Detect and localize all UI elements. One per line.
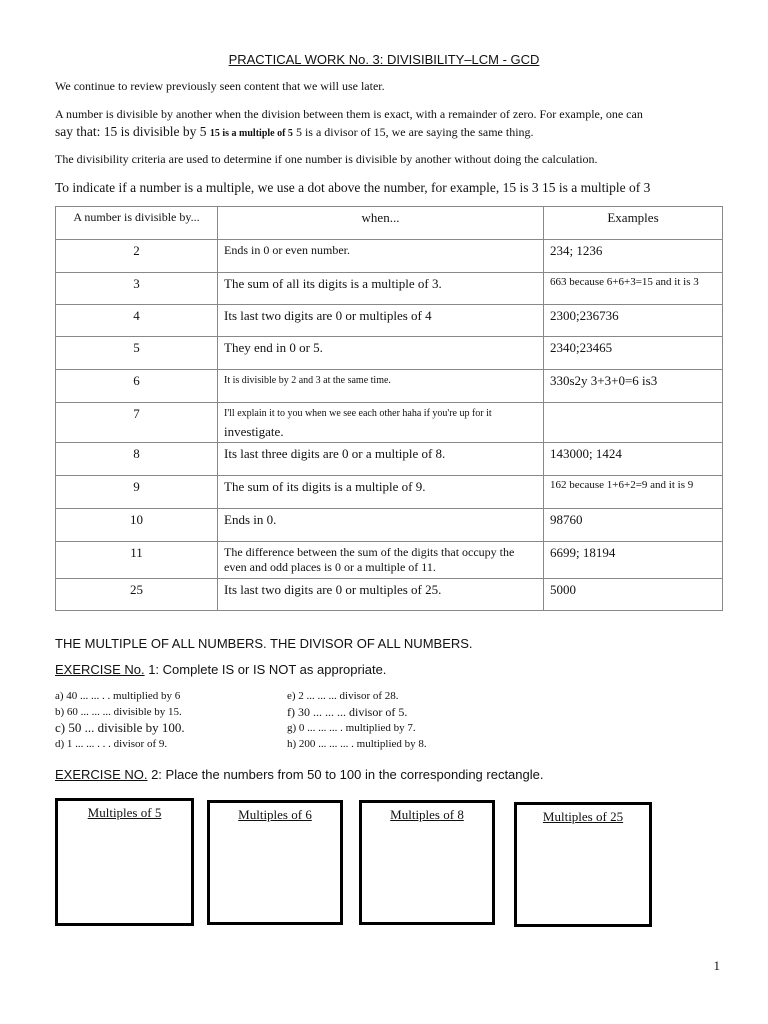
table-cell-example: 143000; 1424: [544, 443, 723, 476]
table-header: A number is divisible by...: [56, 207, 218, 240]
table-cell-divisor: 8: [56, 443, 218, 476]
intro-paragraph-2: [55, 107, 735, 141]
exercise-1-right-column: [287, 688, 517, 752]
page-title: PRACTICAL WORK No. 3: DIVISIBILITY–LCM - GCD: [228, 52, 540, 67]
table-row: [56, 443, 723, 476]
table-cell-divisor: 5: [56, 337, 218, 370]
table-cell-condition: They end in 0 or 5.: [218, 337, 544, 370]
page-number: 1: [713, 958, 720, 973]
table-cell-example: [544, 403, 723, 443]
exercise-1-heading: [55, 662, 386, 677]
answer-box-label: Multiples of 6: [238, 807, 312, 822]
condition-line: investigate.: [224, 424, 284, 439]
table-cell-example: 5000: [544, 579, 723, 611]
table-cell-divisor: 7: [56, 403, 218, 443]
table-cell-condition: Its last two digits are 0 or multiples of 25.: [218, 579, 544, 611]
table-cell-example: 162 because 1+6+2=9 and it is 9: [544, 476, 723, 509]
exercise-item: d) 1 ... ... . . . divisor of 9.: [55, 738, 168, 750]
answer-box-label: Multiples of 5: [87, 805, 162, 820]
table-cell-divisor: 11: [56, 542, 218, 579]
intro-bold-text: 15 is a multiple of 5: [209, 128, 293, 139]
table-cell-divisor: 9: [56, 476, 218, 509]
table-cell-condition: Its last two digits are 0 or multiples of 4: [218, 305, 544, 337]
answer-box-multiples-of-25[interactable]: [514, 802, 652, 927]
table-cell-divisor: 4: [56, 305, 218, 337]
table-cell-condition: The sum of its digits is a multiple of 9.: [218, 476, 544, 509]
intro-text: 5 is a divisor of 15, we are saying the same thing.: [292, 125, 534, 139]
table-row: [56, 476, 723, 509]
table-cell-divisor: 3: [56, 273, 218, 305]
exercise-item: h) 200 ... ... ... . multiplied by 8.: [287, 738, 427, 750]
table-cell-condition: The sum of all its digits is a multiple of 3.: [218, 273, 544, 305]
exercise-1-text: 1: Complete IS or IS NOT as appropriate.: [144, 662, 387, 677]
divisibility-criteria-table: [55, 206, 723, 611]
table-cell-example: 330s2y 3+3+0=6 is3: [544, 370, 723, 403]
table-cell-example: 6699; 18194: [544, 542, 723, 579]
exercise-1-left-column: [55, 688, 285, 752]
exercise-item: a) 40 ... ... . . multiplied by 6: [55, 690, 181, 702]
table-cell-divisor: 6: [56, 370, 218, 403]
table-header-row: [56, 207, 723, 240]
table-row: [56, 337, 723, 370]
table-cell-condition: It is divisible by 2 and 3 at the same time.: [218, 370, 544, 403]
intro-paragraph-2-line-1: A number is divisible by another when the division between them is exact, with a remainder of zero. For example, one can: [55, 107, 643, 121]
table-cell-example: 2300;236736: [544, 305, 723, 337]
intro-text: say that: 15 is divisible by 5: [55, 124, 210, 139]
table-cell-divisor: 2: [56, 240, 218, 273]
table-cell-example: 98760: [544, 509, 723, 542]
condition-line: I'll explain it to you when we see each other haha if you're up for it: [224, 408, 492, 419]
table-row: [56, 240, 723, 273]
table-row: [56, 403, 723, 443]
intro-paragraph-4: To indicate if a number is a multiple, we use a dot above the number, for example, 15 is 3 15 is a multiple of 3: [55, 180, 651, 195]
table-row: [56, 509, 723, 542]
table-cell-condition: The difference between the sum of the digits that occupy the even and odd places is 0 or a multiple of 11.: [218, 542, 544, 579]
exercise-1-label: EXERCISE No.: [55, 662, 145, 677]
exercise-2-label: EXERCISE NO.: [55, 767, 148, 782]
intro-paragraph-2-line-2: [55, 124, 735, 141]
section-heading: THE MULTIPLE OF ALL NUMBERS. THE DIVISOR OF ALL NUMBERS.: [55, 636, 473, 651]
table-row: [56, 305, 723, 337]
table-header: when...: [218, 207, 544, 240]
exercise-2-text: 2: Place the numbers from 50 to 100 in the corresponding rectangle.: [147, 767, 544, 782]
table-row: [56, 542, 723, 579]
table-cell-divisor: 25: [56, 579, 218, 611]
answer-box-multiples-of-6[interactable]: [207, 800, 343, 925]
table-row: [56, 273, 723, 305]
table-cell-divisor: 10: [56, 509, 218, 542]
table-row: [56, 579, 723, 611]
table-cell-condition: [218, 403, 544, 443]
table-cell-condition: Ends in 0 or even number.: [218, 240, 544, 273]
table-cell-example: 663 because 6+6+3=15 and it is 3: [544, 273, 723, 305]
table-header: Examples: [544, 207, 723, 240]
table-cell-condition: Ends in 0.: [218, 509, 544, 542]
table-cell-example: 234; 1236: [544, 240, 723, 273]
answer-box-multiples-of-5[interactable]: [55, 798, 194, 926]
answer-box-label: Multiples of 25: [542, 809, 624, 824]
exercise-2-heading: [55, 767, 543, 782]
table-cell-example: 2340;23465: [544, 337, 723, 370]
table-row: [56, 370, 723, 403]
exercise-item: e) 2 ... ... ... divisor of 28.: [287, 690, 399, 702]
answer-box-label: Multiples of 8: [390, 807, 464, 822]
intro-paragraph-3: The divisibility criteria are used to determine if one number is divisible by another without doing the calculation.: [55, 152, 598, 166]
exercise-item: g) 0 ... ... ... . multiplied by 7.: [287, 722, 416, 734]
answer-box-multiples-of-8[interactable]: [359, 800, 495, 925]
exercise-item: c) 50 ... divisible by 100.: [55, 720, 185, 735]
table-cell-condition: Its last three digits are 0 or a multiple of 8.: [218, 443, 544, 476]
exercise-item: b) 60 ... ... ... divisible by 15.: [55, 706, 182, 718]
intro-paragraph-1: We continue to review previously seen content that we will use later.: [55, 79, 385, 93]
exercise-item: f) 30 ... ... ... divisor of 5.: [287, 705, 408, 719]
